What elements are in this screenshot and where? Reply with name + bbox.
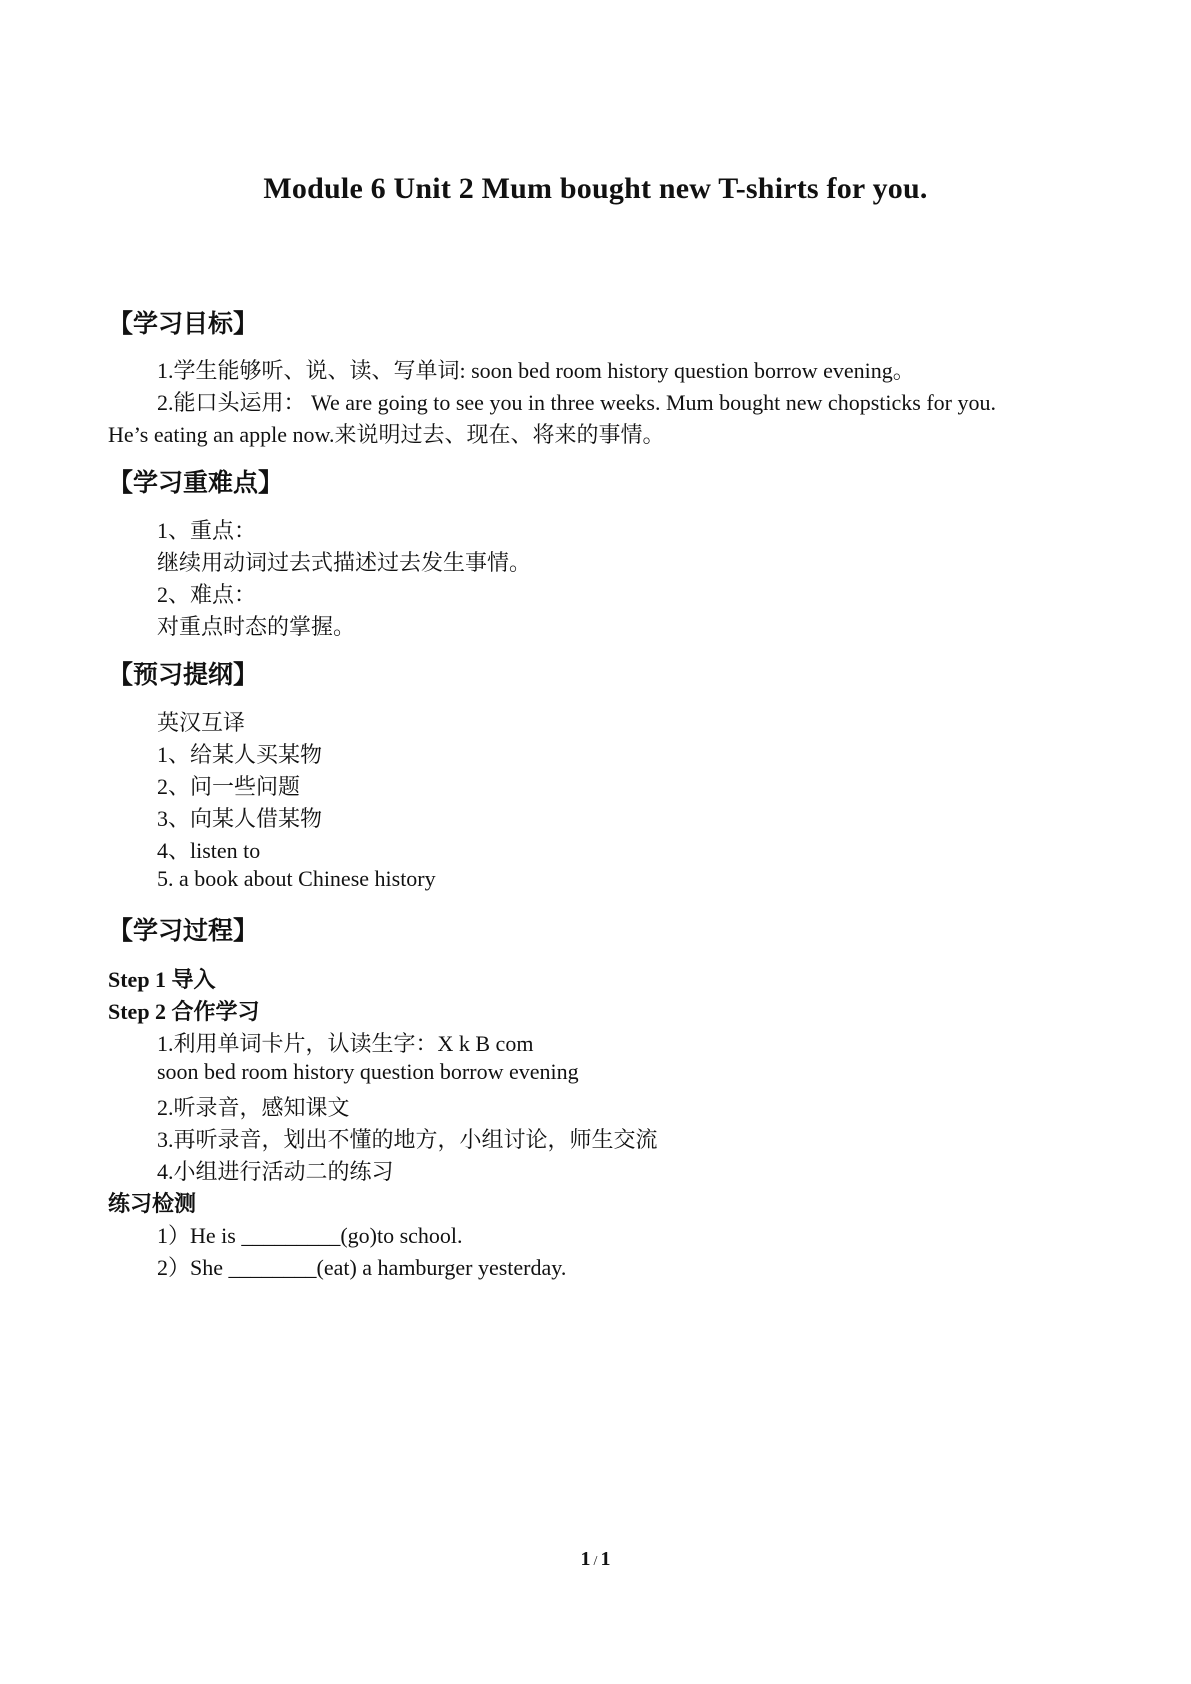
process-step-1: Step 1 导入: [108, 967, 216, 992]
preview-line-3: 2、问一些问题: [157, 774, 301, 799]
preview-line-6: 5. a book about Chinese history: [157, 866, 436, 891]
goals-line-3: He’s eating an apple now.来说明过去、现在、将来的事情。: [108, 422, 665, 447]
process-line-3: 2.听录音，感知课文: [157, 1095, 350, 1120]
goals-line-1: 1.学生能够听、说、读、写单词: soon bed room history question borrow evening。: [157, 358, 915, 383]
process-line-2: soon bed room history question borrow evening: [157, 1059, 579, 1084]
preview-line-4: 3、向某人借某物: [157, 806, 323, 831]
goals-line-2: 2.能口头运用： We are going to see you in three weeks. Mum bought new chopsticks for you.: [157, 390, 996, 415]
section-heading-process: 【学习过程】: [108, 916, 259, 945]
page-number: [0, 1548, 1191, 1571]
process-step-2: Step 2 合作学习: [108, 999, 260, 1024]
process-line-5: 4.小组进行活动二的练习: [157, 1159, 394, 1184]
keypoints-line-4: 对重点时态的掌握。: [157, 614, 356, 639]
preview-line-1: 英汉互译: [157, 710, 246, 735]
section-heading-keypoints: 【学习重难点】: [108, 468, 284, 497]
practice-question-2: 2）She ________(eat) a hamburger yesterday.: [157, 1255, 567, 1280]
page-total: 1: [600, 1548, 611, 1570]
section-heading-preview: 【预习提纲】: [108, 660, 259, 689]
preview-line-2: 1、给某人买某物: [157, 742, 323, 767]
preview-line-5: 4、listen to: [157, 838, 261, 863]
document-title: Module 6 Unit 2 Mum bought new T-shirts for you.: [263, 172, 928, 205]
keypoints-line-1: 1、重点：: [157, 518, 257, 543]
process-line-1: 1.利用单词卡片，认读生字：X k B com: [157, 1031, 534, 1056]
section-heading-goals: 【学习目标】: [108, 309, 259, 338]
practice-heading: 练习检测: [108, 1191, 197, 1216]
keypoints-line-2: 继续用动词过去式描述过去发生事情。: [157, 550, 532, 575]
keypoints-line-3: 2、难点：: [157, 582, 257, 607]
page-current: 1: [580, 1548, 591, 1570]
practice-question-1: 1）He is _________(go)to school.: [157, 1223, 463, 1248]
page-separator: /: [593, 1554, 598, 1569]
process-line-4: 3.再听录音，划出不懂的地方，小组讨论，师生交流: [157, 1127, 658, 1152]
